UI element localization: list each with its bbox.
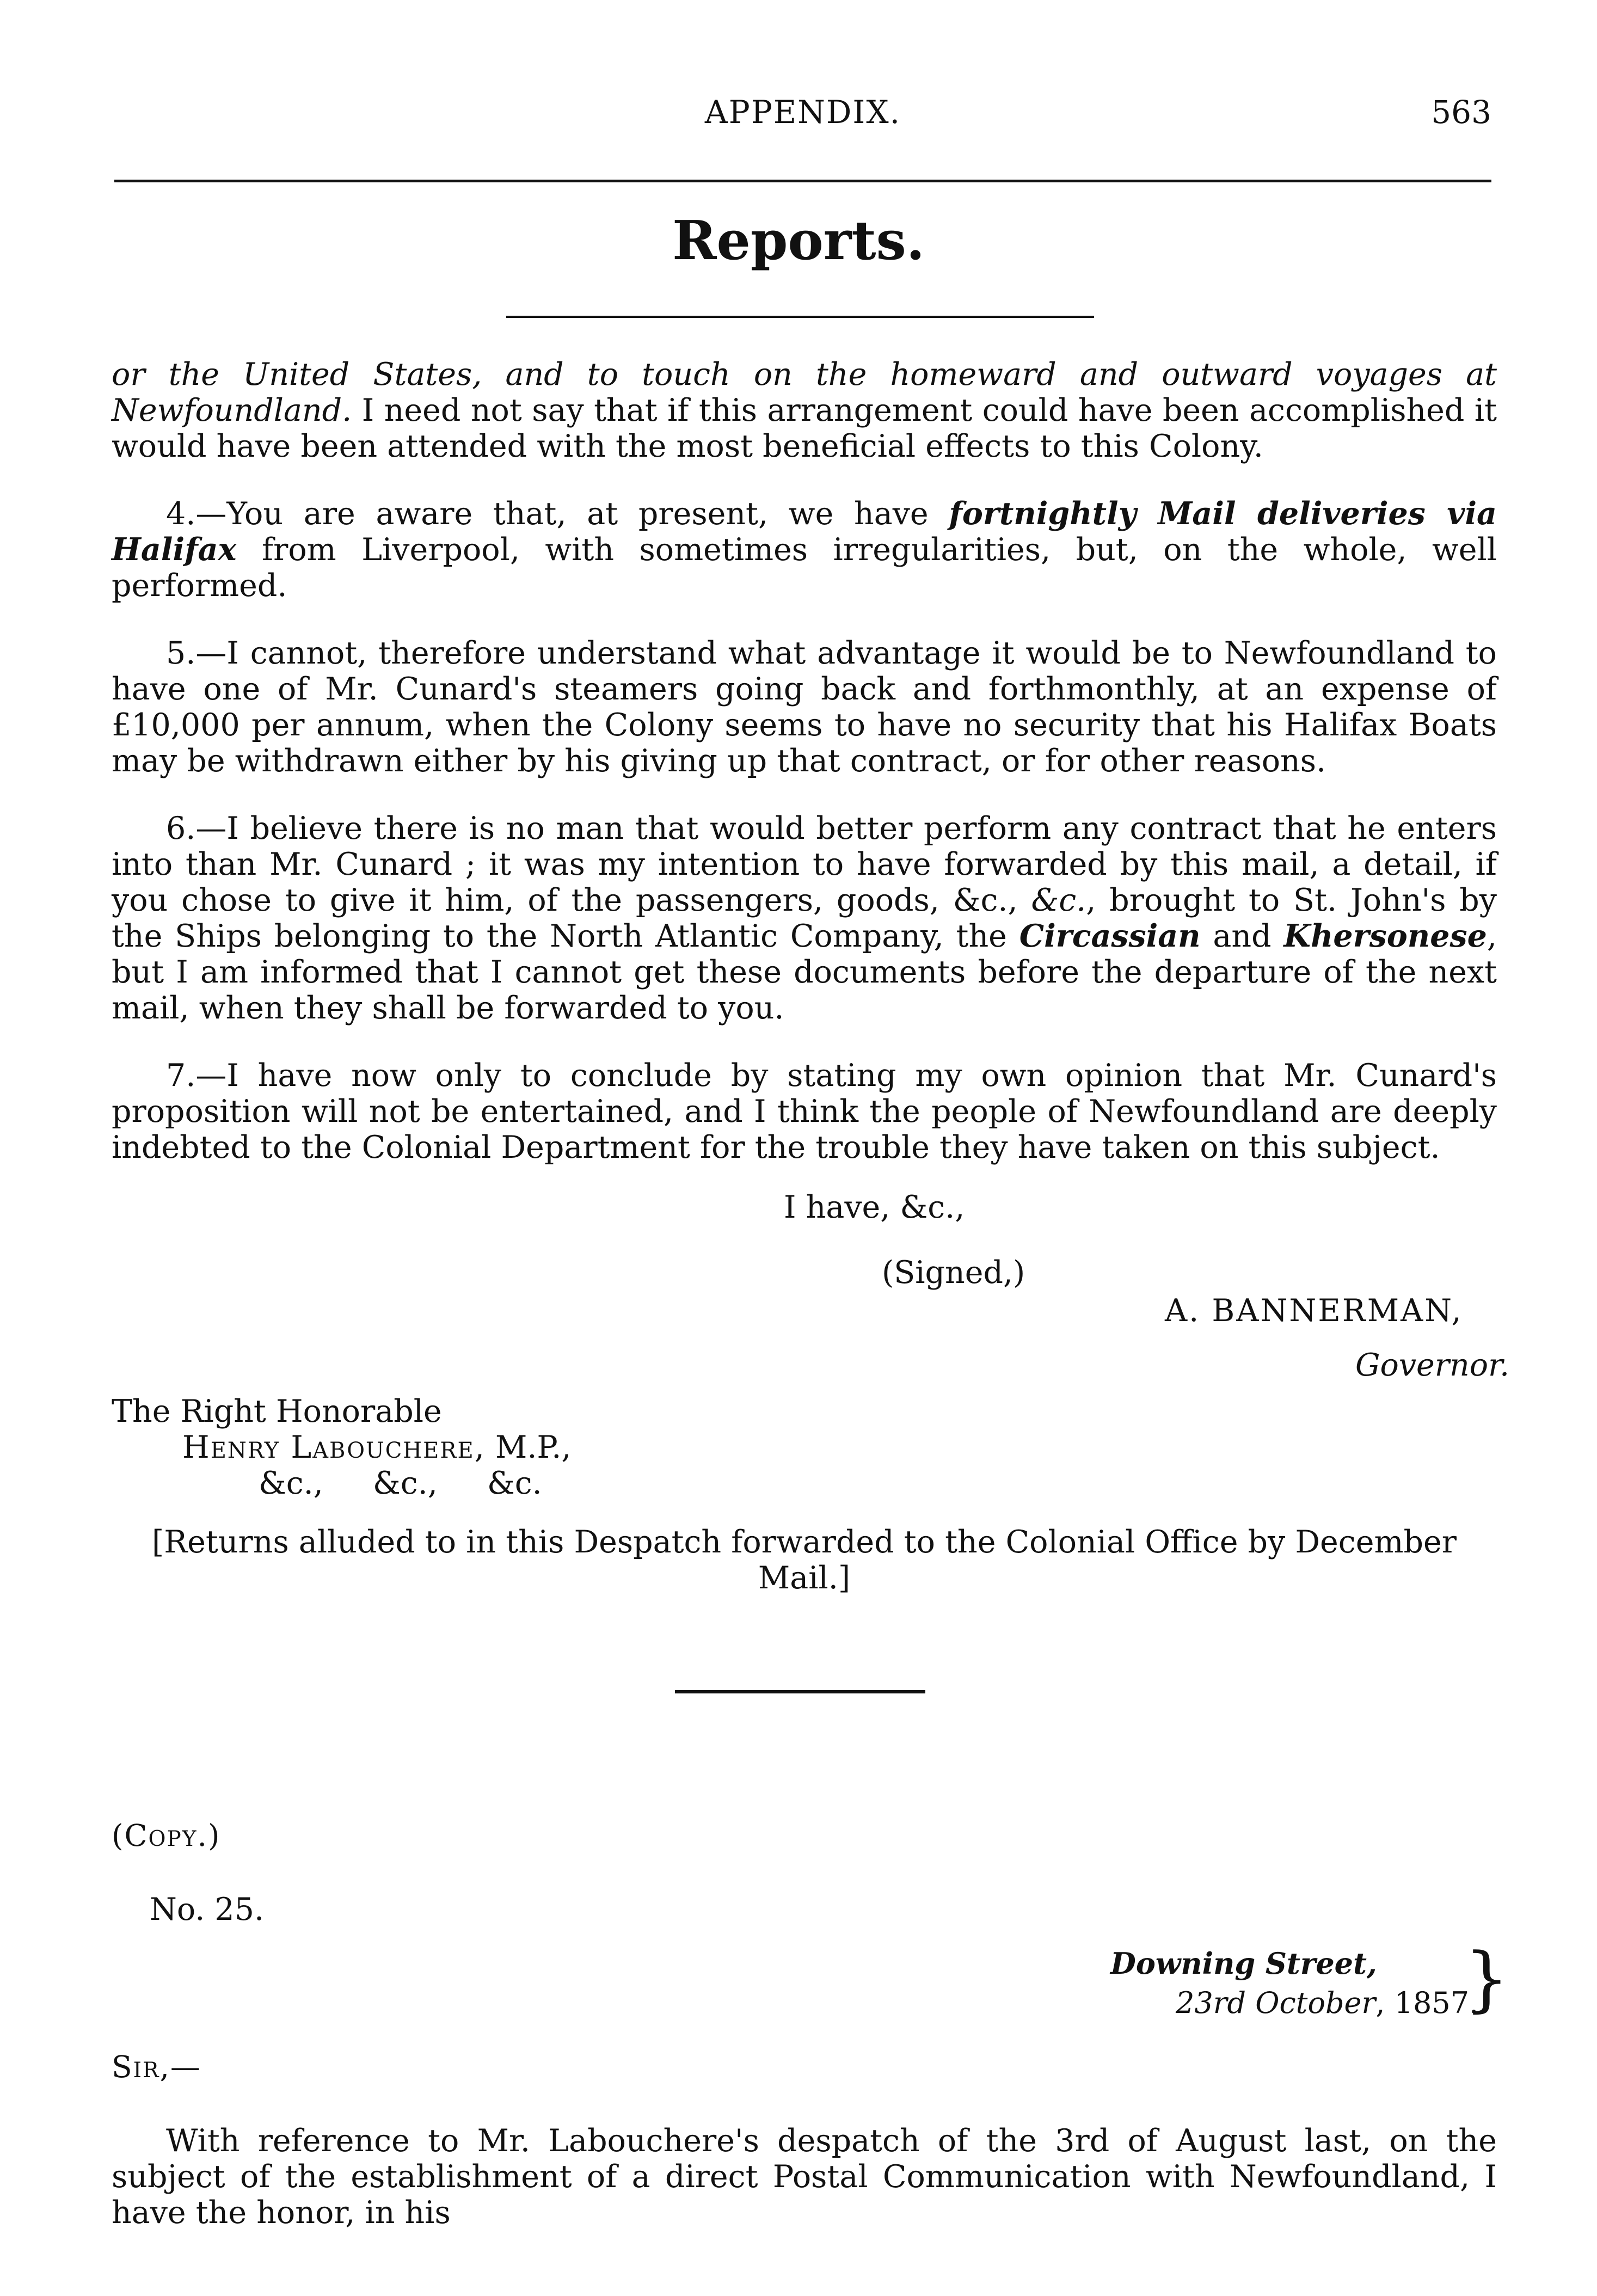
addressee-line: The Right Honorable <box>112 1393 442 1429</box>
brace-icon: } <box>1464 1937 1509 2020</box>
signatory-name: A. BANNERMAN, <box>1165 1293 1463 1329</box>
paragraph-7: 7.—I have now only to conclude by stating my own opinion that Mr. Cunard's proposition will not be entertained, and I think the people of Newfoundland are deeply indebted to the Colonial Department for the trouble they have taken on this subject. <box>112 1058 1497 1165</box>
paragraph-continuation <box>112 357 1497 464</box>
despatch-place: Downing Street, <box>1110 1946 1377 1981</box>
emphasis-phrase: fortnightly Mail deliveries via Halifax <box>112 495 1497 568</box>
paragraph-text: from Liverpool, with sometimes irregularities, but, on the whole, well performed. <box>112 532 1497 604</box>
etc-item: &c. <box>487 1465 542 1501</box>
etc-item: &c., <box>259 1465 323 1501</box>
etc-italic: &c. <box>1031 882 1086 918</box>
despatch-number: No. 25. <box>150 1892 265 1927</box>
letter-body <box>112 357 1497 1165</box>
section-title: Reports. <box>672 210 925 272</box>
despatch-opening: With reference to Mr. Labouchere's despatch of the 3rd of August last, on the subject of the establishment of a direct Postal Communication with Newfoundland, I have the honor, in his <box>112 2123 1497 2231</box>
signed-label: (Signed,) <box>882 1255 1025 1291</box>
ship-name: Khersonese <box>1283 918 1487 954</box>
paragraph-text: 4.—You are aware that, at present, we have <box>166 496 949 532</box>
paragraph-5: 5.—I cannot, therefore understand what advantage it would be to Newfoundland to have one of Mr. Cunard's steamers going back and forthmonthly, at an expense of £10,000 per annum, when the Colony seems to have no security that his Halifax Boats may be withdrawn either by his giving up that contract, or for other reasons. <box>112 635 1497 779</box>
running-header <box>114 94 1491 137</box>
paragraph-6 <box>112 811 1497 1026</box>
despatch-body <box>112 2123 1497 2231</box>
ship-name: Circassian <box>1019 918 1201 954</box>
date-day: 23rd October <box>1176 1986 1376 2020</box>
signatory-title: Governor. <box>1355 1347 1510 1383</box>
addressee-suffix: M.P., <box>495 1429 572 1465</box>
paragraph-text: , but I am informed that I cannot get these documents before the departure of the next mail, when they shall be forwarded to you. <box>112 918 1497 1026</box>
paragraph-text: and <box>1200 918 1284 954</box>
returns-note: [Returns alluded to in this Despatch forwarded to the Colonial Office by December Mail.] <box>152 1524 1457 1596</box>
etc-item: &c., <box>373 1465 438 1501</box>
header-rule <box>114 180 1491 182</box>
closing-line: I have, &c., <box>784 1189 965 1225</box>
separator-rule <box>675 1690 925 1693</box>
addressee-name-line <box>112 1429 601 1465</box>
running-title: APPENDIX. <box>704 94 901 131</box>
addressee-block <box>112 1393 601 1501</box>
paragraph-text: 6.—I believe there is no man that would better perform any contract that he enters into than Mr. Cunard ; it was my intention to have forwarded by this mail, a detail, if you chose to give it him, of the passengers, goods, &c., <box>112 811 1497 918</box>
italic-phrase: or the United States, and to touch on the homeward and outward voyages at Newfoundland. <box>112 357 1497 428</box>
addressee-etc-line <box>112 1465 601 1501</box>
salutation: Sir,— <box>112 2049 201 2084</box>
title-rule <box>506 316 1094 318</box>
addressee-name: Henry Labouchere, <box>182 1429 486 1465</box>
paragraph-text: I need not say that if this arrangement could have been accomplished it would have been attended with the most beneficial effects to this Colony. <box>112 392 1497 464</box>
despatch-date <box>1176 1986 1478 2020</box>
paragraph-text: , brought to St. John's by the Ships belonging to the North Atlantic Company, the <box>112 882 1497 954</box>
paragraph-4 <box>112 496 1497 604</box>
page-number: 563 <box>1431 94 1491 131</box>
date-year: , 1857. <box>1375 1986 1479 2020</box>
copy-label: (Copy.) <box>112 1818 221 1853</box>
